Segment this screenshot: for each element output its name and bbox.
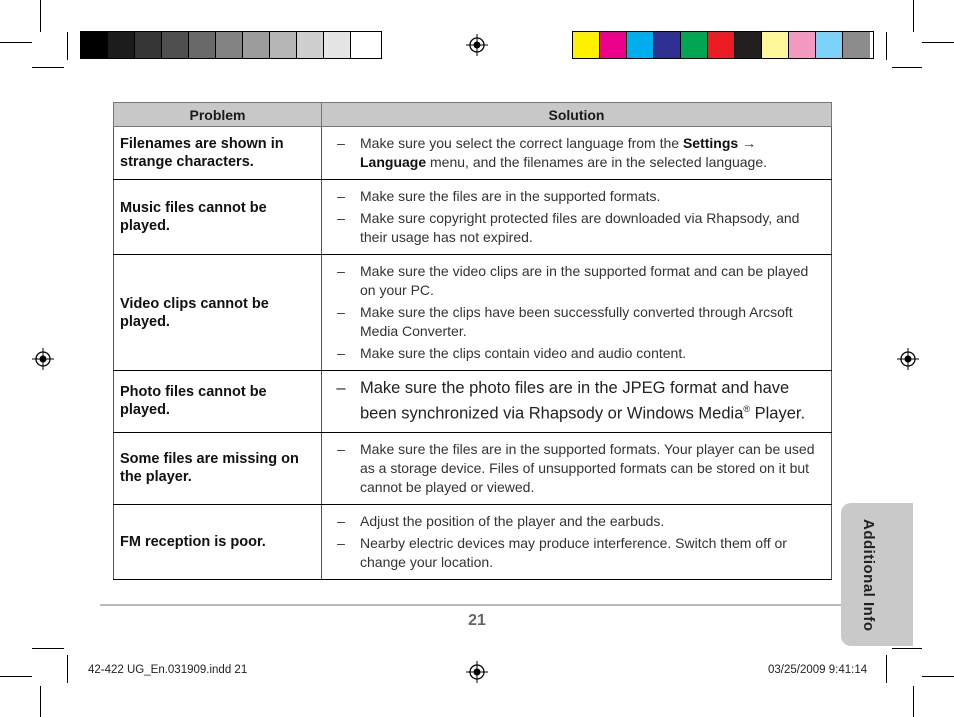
crop-mark	[922, 42, 954, 43]
problem-cell: Music files cannot be played.	[114, 180, 322, 255]
solution-text-part: Player.	[750, 404, 806, 423]
page-number: 21	[468, 612, 486, 629]
crop-mark	[886, 655, 887, 683]
crop-mark	[40, 686, 41, 717]
table-row	[114, 127, 832, 180]
solution-text: Make sure the files are in the supported formats.	[360, 188, 661, 204]
registration-mark-icon	[32, 348, 54, 370]
slug-timestamp: 03/25/2009 9:41:14	[768, 664, 868, 676]
solution-text: Nearby electric devices may produce interference. Switch them off or change your location.	[360, 534, 787, 570]
solution-text-part: menu, and the filenames are in the selected language.	[426, 154, 768, 170]
color-swatch	[627, 32, 654, 58]
color-swatch	[843, 32, 870, 58]
color-swatch	[762, 32, 789, 58]
color-swatch	[735, 32, 762, 58]
crop-mark	[886, 32, 887, 60]
bullet-dash: –	[337, 304, 345, 320]
solution-cell	[322, 504, 832, 579]
table-row	[114, 180, 832, 255]
menu-path-text: Settings	[682, 135, 739, 151]
solution-item	[322, 378, 831, 425]
color-swatch	[297, 32, 324, 58]
solution-text-part: Make sure you select the correct language from the	[360, 135, 683, 151]
crop-mark	[913, 0, 914, 32]
registration-mark-icon	[466, 34, 488, 56]
crop-mark	[0, 42, 32, 43]
solution-item	[322, 344, 831, 363]
column-header-problem: Problem	[114, 103, 322, 127]
crop-mark	[913, 686, 914, 717]
bullet-dash: –	[337, 210, 345, 226]
bullet-dash: –	[337, 263, 345, 279]
problem-cell: FM reception is poor.	[114, 504, 322, 579]
bullet-dash: –	[337, 534, 345, 551]
color-swatch	[135, 32, 162, 58]
side-tab	[841, 503, 913, 646]
solution-item	[322, 134, 831, 172]
solution-text-part: →	[738, 135, 757, 151]
table-header-row	[114, 103, 832, 127]
problem-cell: Photo files cannot be played.	[114, 371, 322, 433]
solution-text: Make sure the files are in the supported formats. Your player can be used as a storage device. Files of unsupported formats can be stored on it but cannot be played or viewed.	[360, 440, 815, 495]
grayscale-color-bar	[80, 31, 382, 59]
bullet-dash: –	[337, 345, 345, 361]
slug-file-info: 42-422 UG_En.031909.indd 21	[88, 664, 248, 676]
solution-text: Make sure the video clips are in the supported format and can be played on your PC.	[360, 263, 809, 298]
solution-item	[322, 209, 831, 247]
color-swatch	[189, 32, 216, 58]
solution-cell	[322, 127, 832, 180]
table-row	[114, 504, 832, 579]
bullet-dash: –	[337, 135, 345, 151]
solution-item	[322, 187, 831, 206]
solution-cell	[322, 371, 832, 433]
color-swatch	[816, 32, 843, 58]
bullet-dash: –	[336, 379, 346, 397]
crop-mark	[892, 648, 922, 649]
solution-text	[360, 378, 831, 425]
crop-mark	[892, 67, 922, 68]
color-swatch	[573, 32, 600, 58]
solution-text: Adjust the position of the player and the earbuds.	[360, 512, 665, 529]
column-header-solution: Solution	[322, 103, 832, 127]
solution-text: Make sure copyright protected files are downloaded via Rhapsody, and their usage has not expired.	[360, 210, 800, 245]
side-tab-label: Additional Info	[860, 518, 877, 632]
crop-mark	[922, 676, 954, 677]
solution-item	[322, 534, 831, 572]
color-swatch	[243, 32, 270, 58]
color-swatch	[351, 32, 378, 58]
crop-mark	[67, 655, 68, 683]
color-swatch	[324, 32, 351, 58]
problem-cell: Some files are missing on the player.	[114, 432, 322, 504]
footer-rule	[100, 604, 846, 606]
color-swatch	[708, 32, 735, 58]
solution-text	[360, 134, 831, 172]
crop-mark	[40, 0, 41, 32]
color-swatch	[270, 32, 297, 58]
solution-cell	[322, 255, 832, 371]
color-swatch	[600, 32, 627, 58]
color-swatch	[162, 32, 189, 58]
solution-cell	[322, 432, 832, 504]
troubleshooting-table	[113, 102, 832, 580]
table-row	[114, 371, 832, 433]
color-swatch	[216, 32, 243, 58]
color-swatch	[789, 32, 816, 58]
solution-item	[322, 440, 831, 497]
problem-cell: Video clips cannot be played.	[114, 255, 322, 371]
registration-mark-icon	[466, 661, 488, 683]
crop-mark	[32, 648, 64, 649]
cmyk-color-bar	[572, 31, 874, 59]
menu-path-text: Language	[360, 154, 427, 170]
crop-mark	[0, 676, 32, 677]
color-swatch	[654, 32, 681, 58]
registered-mark: ®	[743, 404, 751, 414]
solution-text-part: Make sure the photo files are in the JPEG format and have been synchronized via Rhapsody or Windows Media	[360, 379, 790, 423]
color-swatch	[81, 32, 108, 58]
table-row	[114, 255, 832, 371]
solution-item	[322, 303, 831, 341]
problem-cell: Filenames are shown in strange characters.	[114, 127, 322, 180]
bullet-dash: –	[337, 440, 345, 457]
solution-item	[322, 262, 831, 300]
table-row	[114, 432, 832, 504]
solution-cell	[322, 180, 832, 255]
color-swatch	[108, 32, 135, 58]
registration-mark-icon	[897, 348, 919, 370]
crop-mark	[67, 32, 68, 60]
solution-item	[322, 512, 831, 531]
solution-text: Make sure the clips have been successfully converted through Arcsoft Media Converter.	[360, 304, 793, 339]
solution-text: Make sure the clips contain video and audio content.	[360, 345, 687, 361]
bullet-dash: –	[337, 188, 345, 204]
bullet-dash: –	[337, 512, 345, 529]
crop-mark	[32, 67, 64, 68]
color-swatch	[681, 32, 708, 58]
